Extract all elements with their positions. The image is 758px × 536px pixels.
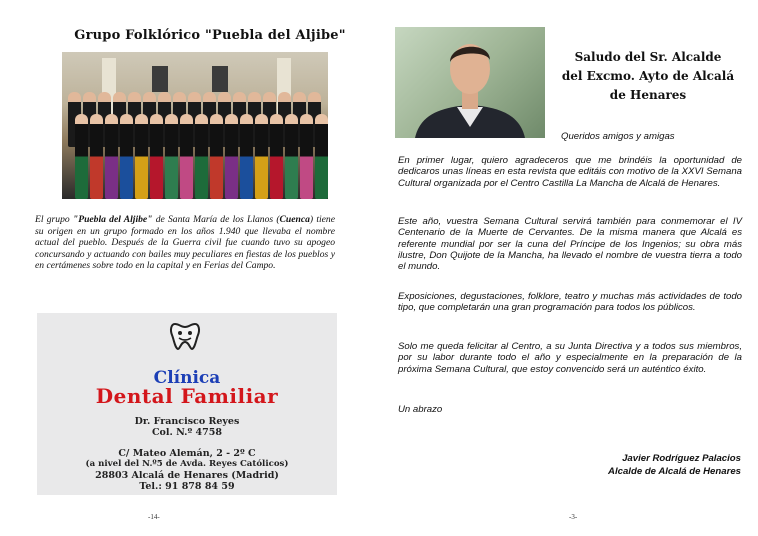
dancer-figure (165, 114, 178, 199)
folk-group-photo (62, 52, 328, 199)
signature-role: Alcalde de Alcalá de Henares (608, 466, 741, 477)
dental-clinic-ad (37, 313, 337, 495)
doctor-name: Dr. Francisco Reyes (134, 416, 240, 427)
caption-text: El grupo (35, 214, 73, 225)
greeting-title (558, 48, 738, 105)
clinic-phone: Tel.: 91 878 84 59 (139, 481, 235, 492)
caption-text: de Santa María de los Llanos ( (152, 214, 280, 225)
mayor-portrait-photo (395, 27, 545, 138)
dancer-figure (120, 114, 133, 199)
dancer-figure (180, 114, 193, 199)
closing-line: Un abrazo (398, 404, 443, 415)
letter-paragraph: En primer lugar, quiero agradeceros que me brindéis la oportunidad de dedicaros unas líneas en esta revista que editáis con motivo de la XXVI Semana Cultural organizada por el Centro Castilla La Mancha de Alcalá de Henares. (398, 155, 742, 189)
college-number: Col. N.º 4758 (151, 427, 222, 438)
dancer-figure (285, 114, 298, 199)
caption-text: ) tiene su origen en un grupo formado en los años 1.940 que llevaba el nombre actual del pueblo. Después de la Guerra civil fue cuando tuvo su apogeo concursando y actuando con bailes muy peculiares en fiestas de los pueblos y en certámenes sobre todo en la capital y en Ferias del Campo. (35, 214, 335, 272)
address-note: (a nivel del N.º5 de Avda. Reyes Católicos) (85, 459, 289, 469)
clinic-city: 28803 Alcalá de Henares (Madrid) (95, 470, 279, 481)
dancer-figure (90, 114, 103, 199)
group-caption (35, 214, 335, 272)
page-number-right: -3- (569, 513, 578, 521)
greeting-title-line: Saludo del Sr. Alcalde (574, 50, 722, 64)
greeting-title-line: de Henares (609, 88, 687, 102)
letter-paragraph: Solo me queda felicitar al Centro, a su Junta Directiva y a todos sus miembros, por su labor durante todo el año y especialmente en la preparación de la próxima Semana Cultural, que estoy convencido será un auténtico éxito. (398, 341, 742, 375)
signature-name: Javier Rodríguez Palacios (622, 453, 741, 464)
dancer-figure (255, 114, 268, 199)
clinic-word: Clínica (153, 368, 221, 388)
dancer-figure (105, 114, 118, 199)
salutation: Queridos amigos y amigas (561, 131, 675, 142)
mayor-figure (395, 27, 545, 138)
clinic-name: Dental Familiar (95, 384, 279, 408)
page-number-left: -14- (148, 513, 160, 521)
left-page-title: Grupo Folklórico "Puebla del Aljibe" (74, 28, 346, 43)
greeting-title-line: del Excmo. Ayto de Alcalá (561, 69, 735, 83)
dancer-figure (195, 114, 208, 199)
dancer-figure (75, 114, 88, 199)
caption-province: Cuenca (279, 214, 310, 225)
dancer-figure (225, 114, 238, 199)
dancer-figure (135, 114, 148, 199)
dancer-figure (270, 114, 283, 199)
dancer-figure (210, 114, 223, 199)
clinic-address: C/ Mateo Alemán, 2 - 2º C (118, 448, 256, 459)
letter-paragraph: Exposiciones, degustaciones, folklore, teatro y muchas más actividades de todo tipo, que completarán una gran programación para todos los públicos. (398, 291, 742, 314)
tooth-logo-icon (167, 318, 203, 354)
dancer-figure (300, 114, 313, 199)
caption-group-name: "Puebla del Aljibe" (72, 214, 153, 225)
building-window (212, 66, 228, 92)
building-window (152, 66, 168, 92)
dancer-figure (240, 114, 253, 199)
dancer-figure (150, 114, 163, 199)
letter-paragraph: Este año, vuestra Semana Cultural servirá también para conmemorar el IV Centenario de la Muerte de Cervantes. De la misma manera que Alcalá es referente mundial por ser la cuna del Príncipe de los Ingenios; su obra más ilustre, Don Quijote de la Mancha, ha llevado el nombre de vuestra tierra a todo el mundo. (398, 216, 742, 273)
dancer-figure (315, 114, 328, 199)
